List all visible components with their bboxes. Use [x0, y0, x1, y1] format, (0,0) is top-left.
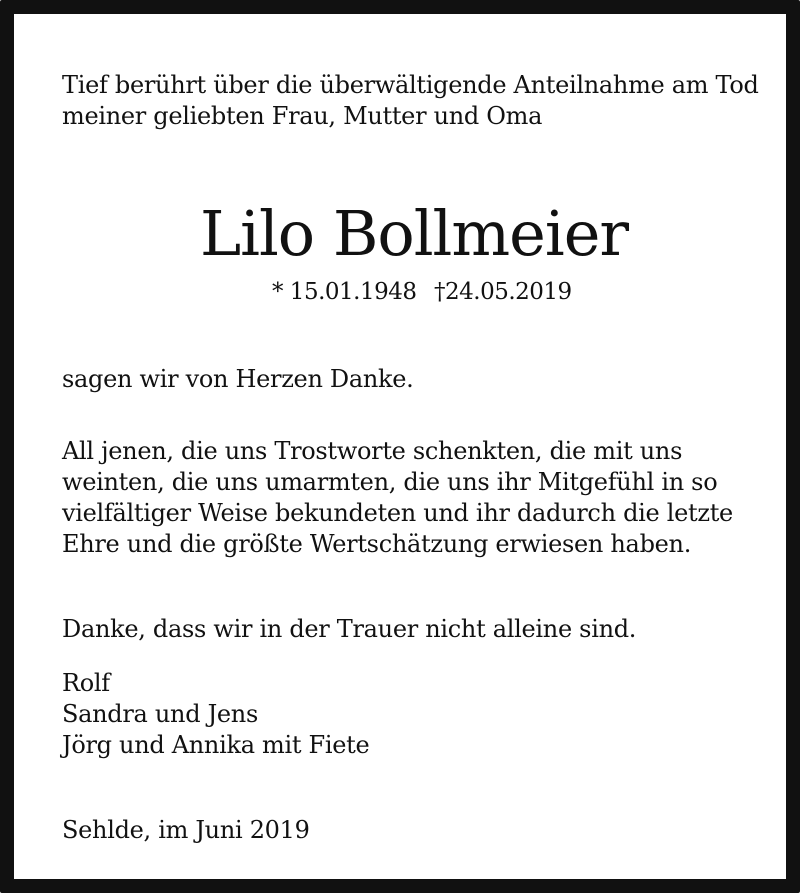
thanks-text: sagen wir von Herzen Danke. — [62, 365, 414, 393]
intro-text — [62, 70, 759, 132]
place-date: Sehlde, im Juni 2019 — [62, 816, 310, 844]
signature-line: Jörg und Annika mit Fiete — [62, 731, 370, 759]
signature-line: Sandra und Jens — [62, 700, 258, 728]
closing-text: Danke, dass wir in der Trauer nicht alleine sind. — [62, 615, 637, 643]
death-date: †24.05.2019 — [434, 279, 572, 305]
deceased-name: Lilo Bollmeier — [199, 197, 629, 270]
intro-line: Tief berührt über die überwältigende Anteilnahme am Tod — [62, 71, 759, 99]
paragraph-line: Ehre und die größte Wertschätzung erwiesen haben. — [62, 530, 692, 558]
gratitude-paragraph — [62, 436, 733, 560]
life-dates — [14, 276, 800, 308]
intro-line: meiner geliebten Frau, Mutter und Oma — [62, 102, 543, 130]
birth-date: * 15.01.1948 — [272, 279, 417, 305]
paragraph-line: All jenen, die uns Trostworte schenkten, die mit uns — [62, 437, 683, 465]
signature-list — [62, 668, 369, 761]
paragraph-line: vielfältiger Weise bekundeten und ihr dadurch die letzte — [62, 499, 733, 527]
signature-line: Rolf — [62, 669, 110, 697]
paragraph-line: weinten, die uns umarmten, die uns ihr Mitgefühl in so — [62, 468, 718, 496]
